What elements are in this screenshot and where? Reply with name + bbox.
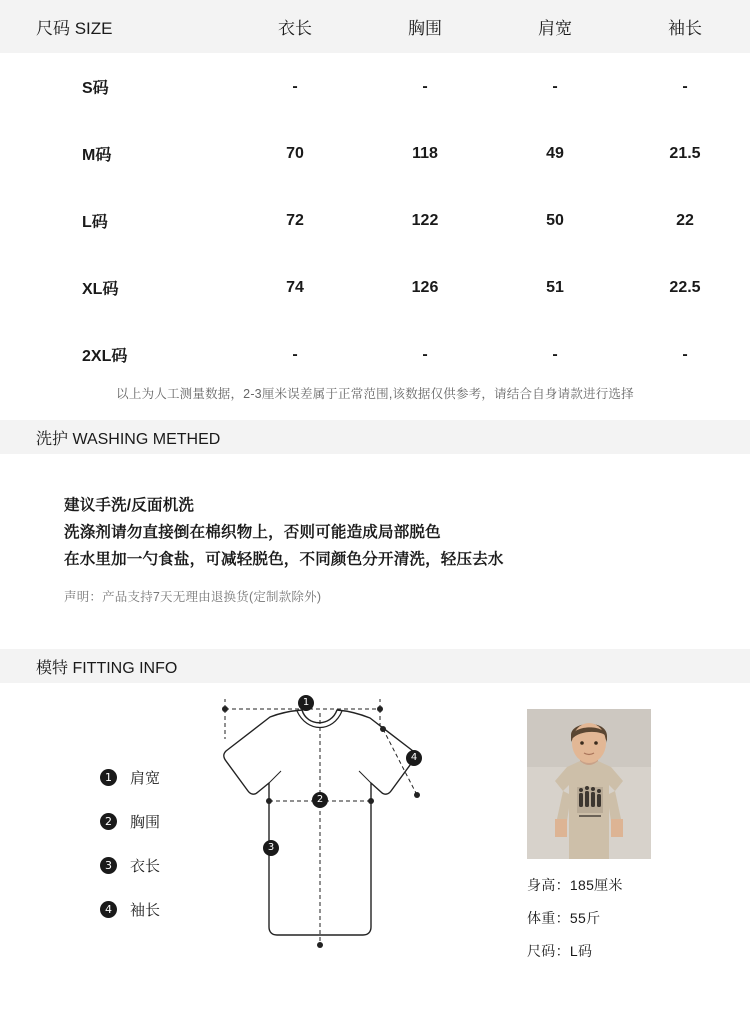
row-size-label: L码	[82, 214, 108, 231]
diagram-marker-2: 2	[312, 792, 328, 808]
row-cell-length: -	[292, 345, 298, 363]
legend-label-length: 衣长	[130, 858, 161, 875]
model-height: 身高：185厘米	[527, 877, 623, 893]
section-header-washing-label: 洗护 WASHING METHED	[36, 430, 221, 448]
row-size-label: M码	[82, 147, 112, 164]
size-table-header-size: 尺码 SIZE	[36, 19, 113, 38]
row-cell-length: 74	[286, 278, 304, 296]
model-photo-illustration-icon	[527, 709, 651, 859]
diagram-marker-4: 4	[406, 750, 422, 766]
row-size-label: XL码	[82, 281, 119, 298]
return-policy-disclaimer: 声明：产品支持7天无理由退换货(定制款除外)	[64, 590, 322, 604]
measurement-legend	[100, 767, 160, 943]
diagram-marker-3: 3	[263, 840, 279, 856]
model-size: 尺码：L码	[527, 943, 593, 959]
row-cell-length: -	[292, 77, 298, 95]
legend-item-bust	[100, 811, 160, 832]
row-cell-shoulder: -	[552, 77, 558, 95]
row-cell-shoulder: 49	[546, 144, 564, 162]
legend-marker-2-icon: 2	[100, 813, 117, 830]
model-photo	[527, 709, 651, 859]
size-table-header-bust: 胸围	[408, 19, 442, 38]
wash-line-1: 建议手洗/反面机洗	[64, 497, 195, 514]
row-cell-bust: 122	[411, 211, 439, 229]
model-info	[527, 875, 651, 961]
size-table	[0, 0, 750, 388]
wash-line-2: 洗涤剂请勿直接倒在棉织物上，否则可能造成局部脱色	[64, 524, 441, 541]
section-header-washing	[0, 420, 750, 454]
legend-label-bust: 胸围	[130, 814, 161, 831]
row-size-label: S码	[82, 80, 109, 97]
size-table-header-sleeve: 袖长	[668, 19, 702, 38]
size-table-header-row	[0, 0, 750, 53]
row-cell-bust: -	[422, 345, 428, 363]
size-table-header-shoulder: 肩宽	[538, 19, 572, 38]
washing-instructions	[0, 454, 750, 605]
row-cell-length: 72	[286, 211, 304, 229]
row-cell-shoulder: -	[552, 345, 558, 363]
row-cell-sleeve: 21.5	[669, 144, 701, 162]
row-cell-sleeve: -	[682, 345, 688, 363]
table-row	[0, 321, 750, 388]
model-card	[527, 709, 651, 974]
tshirt-measurement-diagram	[185, 699, 455, 969]
legend-marker-3-icon: 3	[100, 857, 117, 874]
row-cell-shoulder: 50	[546, 211, 564, 229]
row-cell-sleeve: 22	[676, 211, 694, 229]
row-cell-bust: 126	[411, 278, 439, 296]
tshirt-outline-icon	[185, 699, 455, 969]
diagram-marker-1: 1	[298, 695, 314, 711]
row-cell-sleeve: 22.5	[669, 278, 701, 296]
measurement-note: 以上为人工测量数据，2-3厘米误差属于正常范围,该数据仅供参考，请结合自身请款进行选择	[116, 387, 634, 401]
table-row	[0, 53, 750, 120]
section-header-fitting-label: 模特 FITTING INFO	[36, 659, 178, 677]
row-cell-shoulder: 51	[546, 278, 564, 296]
legend-label-shoulder: 肩宽	[130, 770, 161, 787]
legend-marker-4-icon: 4	[100, 901, 117, 918]
size-table-header-length: 衣长	[278, 19, 312, 38]
legend-item-sleeve	[100, 899, 160, 920]
legend-item-shoulder	[100, 767, 160, 788]
row-cell-sleeve: -	[682, 77, 688, 95]
table-row	[0, 254, 750, 321]
legend-label-sleeve: 袖长	[130, 902, 161, 919]
row-cell-bust: -	[422, 77, 428, 95]
wash-line-3: 在水里加一勺食盐，可减轻脱色，不同颜色分开清洗，轻压去水	[64, 551, 504, 568]
row-cell-length: 70	[286, 144, 304, 162]
section-header-fitting	[0, 649, 750, 683]
legend-marker-1-icon: 1	[100, 769, 117, 786]
row-cell-bust: 118	[412, 144, 438, 162]
fitting-info-area	[0, 689, 750, 1019]
table-row	[0, 120, 750, 187]
legend-item-length	[100, 855, 160, 876]
row-size-label: 2XL码	[82, 348, 128, 365]
model-weight: 体重：55斤	[527, 910, 601, 926]
table-row	[0, 187, 750, 254]
